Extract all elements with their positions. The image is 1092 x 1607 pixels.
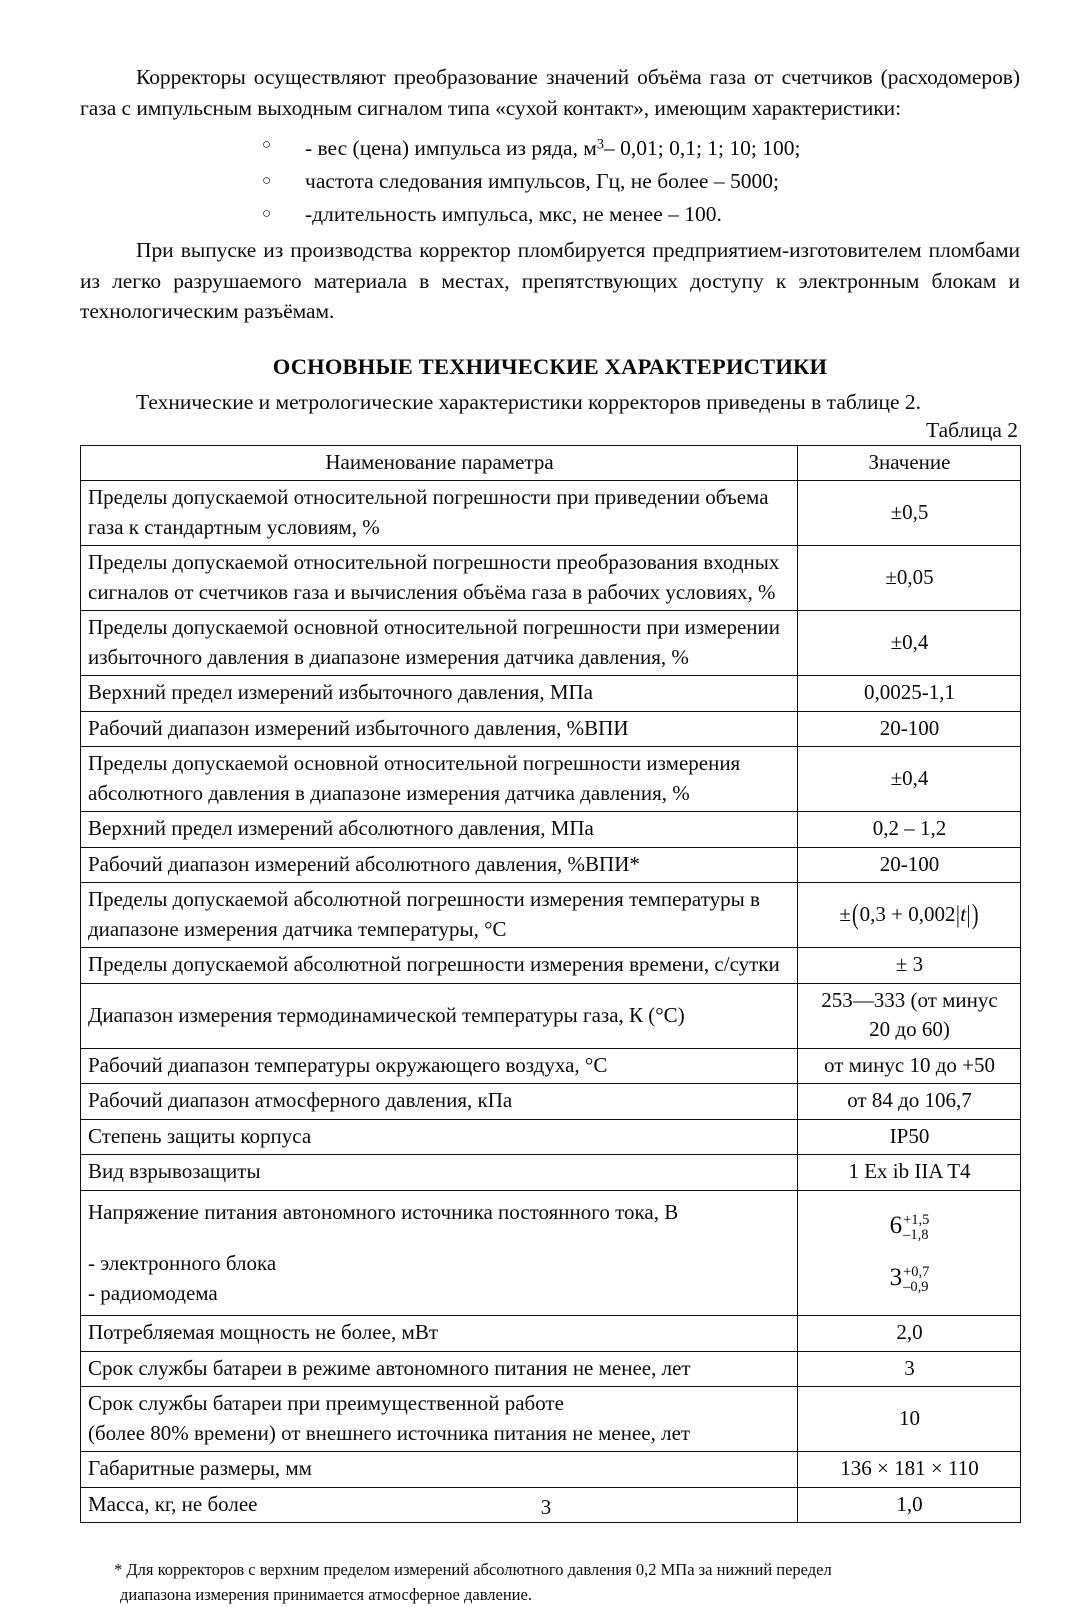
voltage-radiomodem-value: 3+0,7 –0,9 [889,1264,930,1296]
footnote-line-2: диапазона измерения принимается атмосферное давление. [120,1585,532,1605]
sealing-paragraph: При выпуске из производства корректор пломбируется предприятием-изготовителем пломбами из легко разрушаемого материала в местах, препятствующих доступу к электронным блокам и технологическим разъёмам. [80,238,1020,324]
parameter-value-formula [798,883,1021,948]
parameter-name: Масса, кг, не более [81,1487,798,1523]
parameter-value: от 84 до 106,7 [798,1084,1021,1120]
parameter-value: ± 3 [798,948,1021,984]
power-supply-radiomodem-label: - радиомодема [88,1280,218,1305]
column-header-value: Значение [798,445,1021,481]
table-row [81,711,1021,747]
parameter-value: ±0,4 [798,747,1021,812]
parameter-name-line-2: (более 80% времени) от внешнего источника питания не менее, лет [88,1420,691,1445]
parameter-name: Диапазон измерения термодинамической температуры газа, К (°С) [81,983,798,1048]
parameter-value: 2,0 [798,1316,1021,1352]
page-title: ОСНОВНЫЕ ТЕХНИЧЕСКИЕ ХАРАКТЕРИСТИКИ [272,353,828,379]
list-item-label: частота следования импульсов, Гц, не более – 5000; [305,169,779,194]
power-supply-electronics-label: - электронного блока [88,1251,277,1276]
parameter-name: Пределы допускаемой абсолютной погрешности измерения времени, с/сутки [81,948,798,984]
parameter-name: Пределы допускаемой основной относительной погрешности измерения абсолютного давления в диапазоне измерения датчика давления, % [81,747,798,812]
table-row [81,1119,1021,1155]
table-row [81,812,1021,848]
characteristics-list [80,129,1020,231]
table-caption: Технические и метрологические характеристики корректоров приведены в таблице 2. [136,389,922,414]
parameter-name: Рабочий диапазон измерений избыточного давления, %ВПИ [81,711,798,747]
table-row [81,847,1021,883]
parameter-name: Пределы допускаемой относительной погрешности преобразования входных сигналов от счетчиков газа и вычисления объёма газа в рабочих условиях, % [81,546,798,611]
parameter-value: ±0,5 [798,481,1021,546]
value-line-2: 20 до 60) [869,1017,950,1042]
parameter-name: Пределы допускаемой основной относительной погрешности при измерении избыточного давления в диапазоне измерения датчика давления, % [81,611,798,676]
parameter-value: 136 × 181 × 110 [798,1452,1021,1488]
circle-bullet-icon: ○ [262,173,272,190]
value-line-1: 253—333 (от минус [821,987,998,1012]
parameter-value: ±0,4 [798,611,1021,676]
circle-bullet-icon: ○ [262,206,272,223]
table-row [81,1351,1021,1387]
table-row [81,611,1021,676]
list-item [80,165,1020,198]
parameter-name: Вид взрывозащиты [81,1155,798,1191]
table-row [81,747,1021,812]
parameter-value: 20-100 [798,847,1021,883]
parameter-value-tolerances [798,1190,1021,1316]
parameter-name: Пределы допускаемой абсолютной погрешности измерения температуры в диапазоне измерения датчика температуры, °С [81,883,798,948]
table-row [81,1316,1021,1352]
table-row [81,883,1021,948]
parameter-value: ±0,05 [798,546,1021,611]
parameter-name: Верхний предел измерений абсолютного давления, МПа [81,812,798,848]
list-item [80,129,1020,165]
list-item-label: -длительность импульса, мкс, не менее – 100. [305,202,722,227]
tolerance-upper: +1,5 [903,1212,930,1229]
parameter-value: IP50 [798,1119,1021,1155]
intro-paragraph: Корректоры осуществляют преобразование значений объёма газа от счетчиков (расходомеров) газа с импульсным выходным сигналом типа «сухой контакт», имеющим характеристики: [80,65,1020,120]
parameter-name: Габаритные размеры, мм [81,1452,798,1488]
tolerance-lower: –0,9 [903,1279,929,1296]
parameter-name: Пределы допускаемой относительной погрешности при приведении объема газа к стандартным условиям, % [81,481,798,546]
parameter-name: Рабочий диапазон измерений абсолютного давления, %ВПИ* [81,847,798,883]
parameter-name: Рабочий диапазон температуры окружающего воздуха, °С [81,1048,798,1084]
power-supply-title: Напряжение питания автономного источника постоянного тока, В [88,1199,679,1224]
parameter-value: 1,0 [798,1487,1021,1523]
parameter-value: 3 [798,1351,1021,1387]
table-number-label: Таблица 2 [926,417,1018,442]
parameter-name: Срок службы батареи в режиме автономного питания не менее, лет [81,1351,798,1387]
temperature-error-formula: ±(0,3 + 0,002|t|) [839,898,979,931]
footnote-line-1: * Для корректоров с верхним пределом измерений абсолютного давления 0,2 МПа за нижний передел [114,1560,832,1580]
parameter-name: Верхний предел измерений избыточного давления, МПа [81,676,798,712]
page-number: 3 [540,1495,552,1519]
parameter-value: 10 [798,1387,1021,1452]
column-header-parameter: Наименование параметра [81,445,798,481]
table-row [81,546,1021,611]
table-row [81,948,1021,984]
parameter-name [81,1387,798,1452]
circle-bullet-icon: ○ [262,137,272,153]
parameter-value: 1 Ex ib IIA T4 [798,1155,1021,1191]
parameter-name: Рабочий диапазон атмосферного давления, кПа [81,1084,798,1120]
list-item-label: - вес (цена) импульса из ряда, $м^3-$ 0,01; 0,1; 1; 10; 100; [305,136,801,161]
parameter-name [81,1190,798,1316]
parameter-value: 0,2 – 1,2 [798,812,1021,848]
tolerance-lower: –1,8 [903,1227,929,1244]
voltage-electronics-value: 6+1,5 –1,8 [889,1212,930,1244]
parameter-name: Степень защиты корпуса [81,1119,798,1155]
table-row [81,1452,1021,1488]
table-header-row [81,445,1021,481]
parameter-value: от минус 10 до +50 [798,1048,1021,1084]
specifications-table [80,445,1021,1524]
parameter-value: 0,0025-1,1 [798,676,1021,712]
table-row [81,1155,1021,1191]
table-row [81,1084,1021,1120]
parameter-name-line-1: Срок службы батареи при преимущественной работе [88,1391,564,1416]
table-row-power-supply [81,1190,1021,1316]
table-row [81,1048,1021,1084]
parameter-value: 20-100 [798,711,1021,747]
table-row [81,676,1021,712]
table-row [81,1387,1021,1452]
parameter-value [798,983,1021,1048]
footnote [80,1557,1020,1607]
tolerance-upper: +0,7 [903,1264,930,1281]
parameter-name: Потребляемая мощность не более, мВт [81,1316,798,1352]
list-item [80,198,1020,231]
table-row [81,983,1021,1048]
table-row [81,481,1021,546]
